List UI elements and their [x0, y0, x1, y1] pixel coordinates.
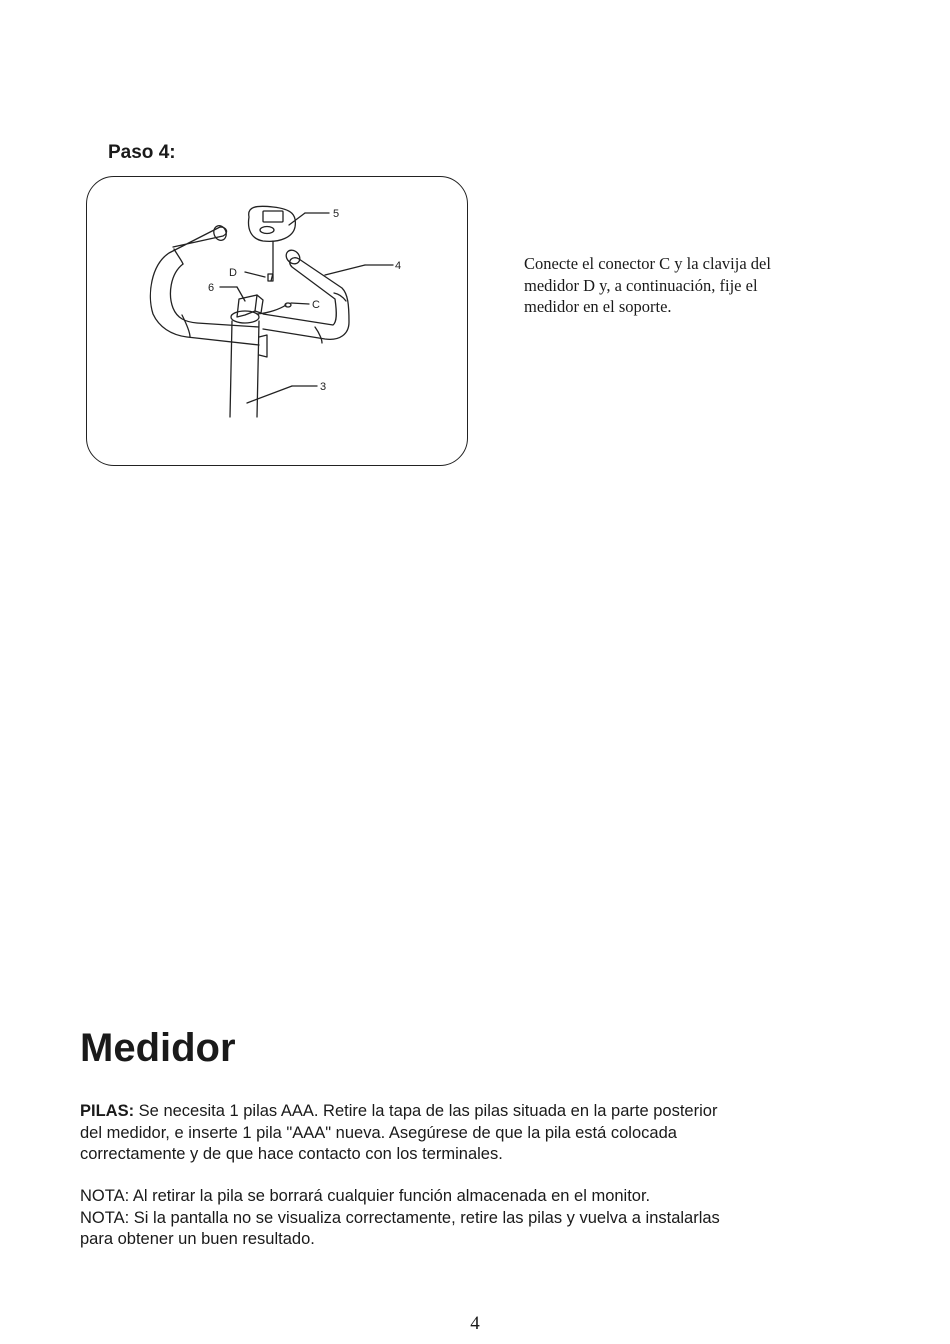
batteries-label: PILAS: [80, 1102, 135, 1120]
handlebar-right [263, 258, 349, 340]
step-description-line: Conecte el conector C y la clavija del [524, 254, 771, 273]
callout-plug: D [229, 267, 237, 279]
notes-paragraph [80, 1186, 870, 1251]
batteries-paragraph [80, 1101, 870, 1166]
assembly-illustration [87, 177, 469, 467]
note-line: NOTA: Si la pantalla no se visualiza correctamente, retire las pilas y vuelva a instalarlas [80, 1208, 720, 1227]
page-number: 4 [470, 1313, 480, 1334]
batteries-line: del medidor, e inserte 1 pila "AAA" nueva. Asegúrese de que la pila está colocada [80, 1123, 677, 1142]
batteries-text: Se necesita 1 pilas AAA. Retire la tapa de las pilas situada en la parte posterior [134, 1102, 718, 1120]
step-title: Paso 4: [108, 142, 176, 163]
callout-handlebar: 4 [395, 260, 402, 272]
note-line: NOTA: Al retirar la pila se borrará cualquier función almacenada en el monitor. [80, 1187, 651, 1205]
bracket [237, 295, 257, 317]
section-title: Medidor [80, 1026, 236, 1070]
callout-meter: 5 [333, 208, 340, 220]
step-description-line: medidor D y, a continuación, fije el [524, 275, 758, 295]
callout-post: 3 [320, 381, 327, 393]
post [230, 321, 259, 417]
batteries-line [80, 1101, 870, 1123]
callout-bracket: 6 [208, 282, 215, 294]
batteries-line: correctamente y de que hace contacto con los terminales. [80, 1145, 503, 1163]
assembly-figure [86, 176, 468, 466]
handlebar-left [150, 227, 259, 345]
callout-connector: C [312, 299, 320, 311]
step-description [524, 253, 824, 318]
note-line: para obtener un buen resultado. [80, 1230, 315, 1248]
step-description-line: medidor en el soporte. [524, 297, 672, 316]
